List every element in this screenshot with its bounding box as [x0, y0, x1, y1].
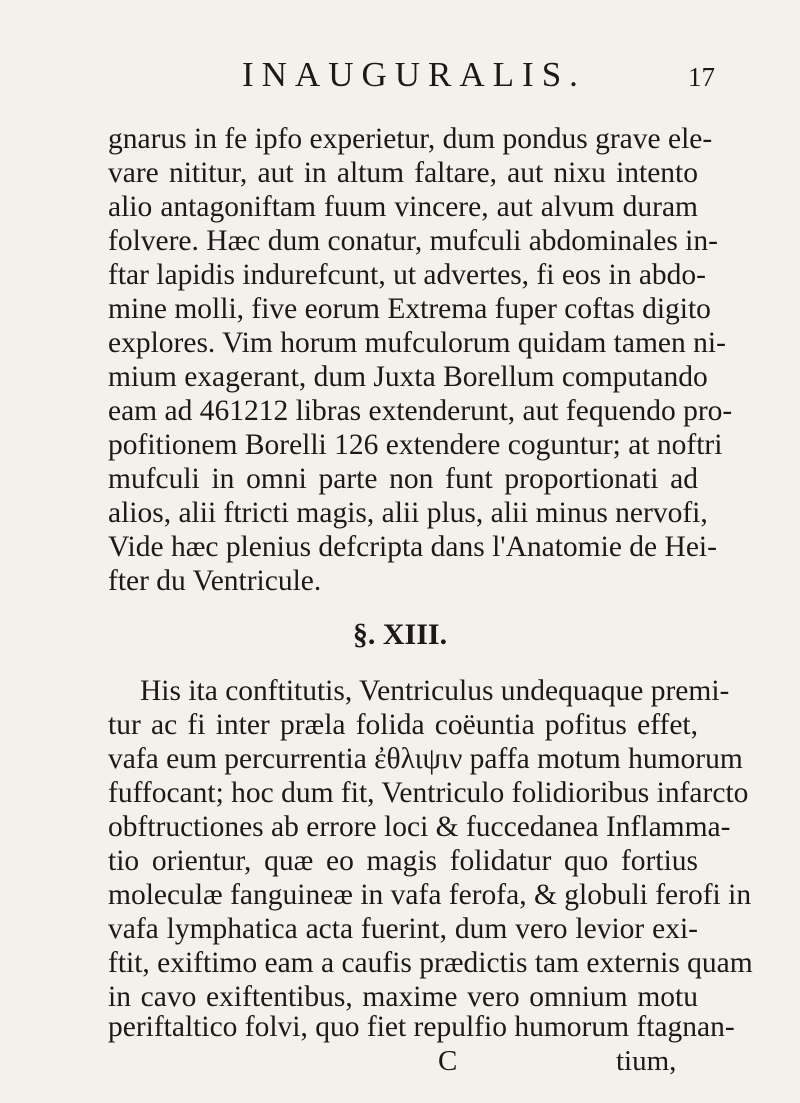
text-line: explores. Vim horum mufculorum quidam tamen ni-: [108, 327, 726, 359]
text-line: vafa eum percurrentia ἐθλιψιν paffa motum humorum: [108, 743, 743, 775]
catchword: tium,: [616, 1045, 677, 1077]
text-line: fuffocant; hoc dum fit, Ventriculo folidioribus infarcto: [108, 777, 749, 809]
signature-mark: C: [438, 1045, 458, 1077]
text-line: alio antagoniftam fuum vincere, aut alvum duram: [108, 191, 698, 223]
text-line: His ita conftitutis, Ventriculus undequaque premi-: [140, 675, 730, 707]
text-line: vare nititur, aut in altum faltare, aut nixu intento: [108, 157, 698, 189]
text-line: alios, alii ftricti magis, alii plus, alii minus nervofi,: [108, 497, 708, 529]
text-line: gnarus in fe ipfo experietur, dum pondus grave ele-: [108, 123, 713, 155]
text-line: eam ad 461212 libras extenderunt, aut fequendo pro-: [108, 395, 733, 427]
text-line: tio orientur, quæ eo magis folidatur quo fortius: [108, 845, 698, 877]
text-line: mufculi in omni parte non funt proportionati ad: [108, 463, 698, 495]
text-line: ftar lapidis indurefcunt, ut advertes, fi eos in abdo-: [108, 259, 707, 291]
text-line: pofitionem Borelli 126 extendere coguntur; at noftri: [108, 429, 723, 461]
text-line: mium exagerant, dum Juxta Borellum computando: [108, 361, 708, 393]
text-line: folvere. Hæc dum conatur, mufculi abdominales in-: [108, 225, 718, 257]
section-heading: §. XIII.: [352, 618, 448, 651]
text-line: mine molli, five eorum Extrema fuper coftas digito: [108, 293, 711, 325]
text-line: obftructiones ab errore loci & fuccedanea Inflamma-: [108, 811, 731, 843]
text-line: tur ac fi inter præla folida coëuntia pofitus effet,: [108, 709, 698, 741]
page-header: [0, 55, 800, 95]
running-title: INAUGURALIS.: [242, 55, 586, 94]
text-line: ftit, exiftimo eam a caufis prædictis tam externis quam: [108, 947, 753, 979]
page-number: 17: [688, 62, 715, 92]
text-line: fter du Ventricule.: [108, 565, 322, 597]
text-line: in cavo exiftentibus, maxime vero omnium motu: [108, 981, 698, 1013]
text-line: vafa lymphatica acta fuerint, dum vero levior exi-: [108, 913, 698, 945]
text-line: moleculæ fanguineæ in vafa ferofa, & globuli ferofi in: [108, 879, 752, 911]
text-line: periftaltico folvi, quo fiet repulfio humorum ftagnan-: [108, 1011, 735, 1043]
text-line: Vide hæc plenius defcripta dans l'Anatomie de Hei-: [108, 531, 717, 563]
